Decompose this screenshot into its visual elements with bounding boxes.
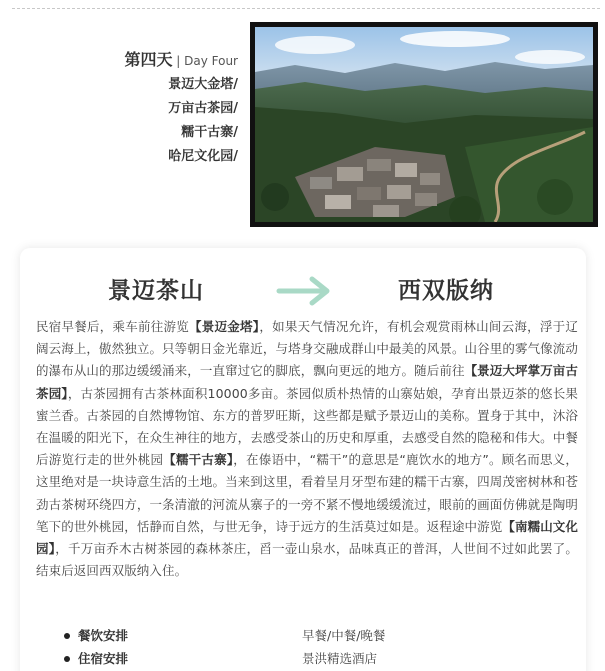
right-arrow-icon bbox=[276, 276, 332, 306]
day-title-en: Day Four bbox=[184, 54, 238, 68]
village-photo-frame bbox=[250, 22, 598, 227]
route-origin: 景迈茶山 bbox=[108, 278, 204, 304]
day-stop: 糯干古寨/ bbox=[181, 125, 238, 140]
day-stop: 哈尼文化园/ bbox=[168, 149, 238, 164]
meal-value: 早餐/中餐/晚餐 bbox=[302, 628, 386, 643]
cloud bbox=[400, 31, 510, 47]
village-aerial-photo bbox=[255, 27, 593, 222]
text-run: ，千万亩乔木古树茶园的森林茶庄，舀一壶山泉水，品味真正的普洱，人世间不过如此罢了。结束后返回西双版纳入住。 bbox=[36, 541, 578, 579]
place-name: 【景迈大坪掌万亩古茶园】 bbox=[36, 363, 578, 401]
cloud bbox=[275, 36, 355, 54]
top-divider bbox=[12, 8, 600, 9]
place-name: 【南糯山文化园】 bbox=[36, 518, 578, 557]
tree bbox=[537, 179, 573, 215]
text-run: ，在傣语中，“糯干”的意思是“鹿饮水的地方”。顾名而思义，这里绝对是一块诗意生活的土地。当来到这里，看着呈月牙型布建的糯干古寨，四周茂密树林和苍劲古茶树环绕四方，一条清澈的河流从寨子的一旁不紧不慢地缓缓流过，眼前的画面仿佛就是陶明笔下的世外桃园，恬静而自然，与世无争，诗于远方的生活莫过如是。返程途中游览 bbox=[36, 452, 578, 534]
route-header bbox=[20, 272, 586, 312]
day-title-separator: | bbox=[172, 54, 185, 68]
lodging-label: 住宿安排 bbox=[78, 651, 129, 666]
day-title-zh: 第四天 bbox=[124, 50, 173, 69]
text-run: ，如果天气情况允许，有机会观赏雨林山间云海，浮于辽阔云海上，傲然独立。只等朝日金光靠近，与塔身交融成群山中最美的风景。山谷里的雾气像流动的瀑布从山的那边缓缓涌来，一直窜过它的脚底，飘向更远的地方。随后前往 bbox=[36, 319, 578, 379]
route-destination: 西双版纳 bbox=[398, 278, 494, 304]
tree bbox=[261, 183, 289, 211]
place-name: 【景迈金塔】 bbox=[189, 319, 260, 334]
day-stop: 万亩古茶园/ bbox=[168, 101, 238, 116]
meal-arrangement-row bbox=[64, 626, 564, 646]
meal-label: 餐饮安排 bbox=[78, 628, 129, 643]
lodging-arrangement-row bbox=[64, 649, 564, 669]
day-title bbox=[124, 48, 238, 73]
place-name: 【糯干古寨】 bbox=[163, 452, 234, 468]
day-stop: 景迈大金塔/ bbox=[168, 77, 238, 92]
itinerary-card bbox=[20, 248, 586, 671]
text-run: 民宿早餐后，乘车前往游览 bbox=[36, 319, 190, 334]
lodging-value: 景洪精选酒店 bbox=[302, 651, 378, 666]
bullet-icon bbox=[64, 633, 70, 639]
day-header bbox=[124, 48, 238, 169]
text-run: ，古茶园拥有古茶林面积10000多亩。茶园似质朴热情的山寨姑娘，孕育出景迈茶的悠长果蜜兰香。古茶园的自然博物馆、东方的普罗旺斯，这些都是赋予景迈山的美称。置身于其中，沐浴在温暖的阳光下，在众生神往的地方，去感受茶山的历史和厚重，去感受自然的隐秘和伟大。中餐后游览行走的世外桃园 bbox=[36, 385, 578, 468]
cloud bbox=[515, 50, 585, 64]
itinerary-description bbox=[36, 316, 578, 582]
bullet-icon bbox=[64, 656, 70, 662]
